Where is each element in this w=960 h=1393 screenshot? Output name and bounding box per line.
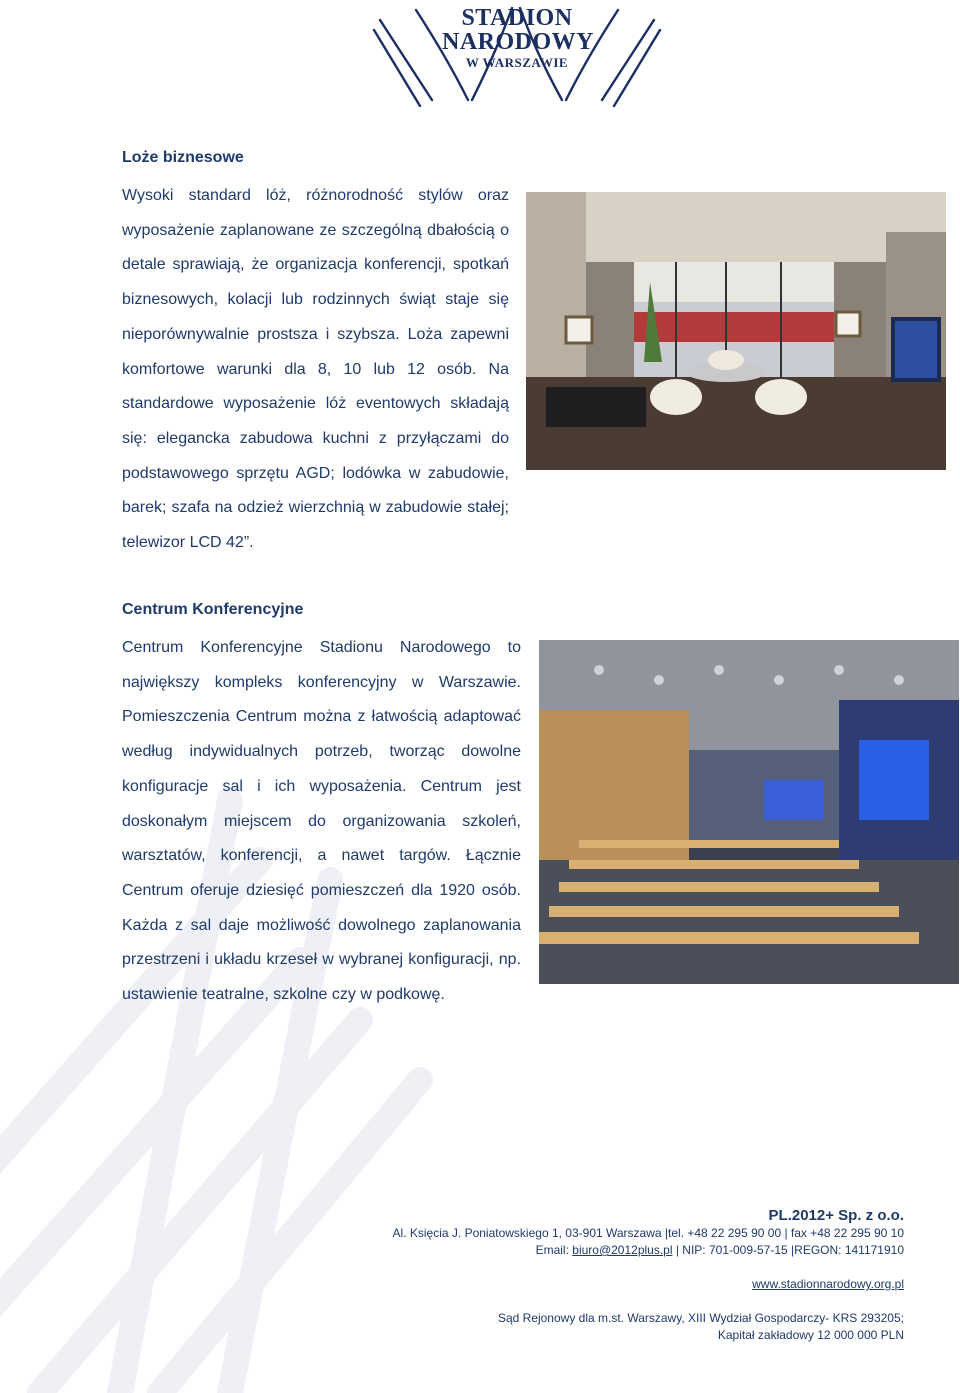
company-ids: | NIP: 701-009-57-15 |REGON: 141171910 [672,1243,904,1257]
court-registration: Sąd Rejonowy dla m.st. Warszawy, XIII Wydział Gospodarczy- KRS 293205; [497,1311,904,1325]
company-address: Al. Księcia J. Poniatowskiego 1, 03-901 Warszawa |tel. +48 22 295 90 00 | fax +48 22 295 90 10 [392,1226,904,1240]
company-name: PL.2012+ Sp. z o.o. [768,1207,904,1224]
business-box-photo [526,192,946,470]
business-boxes-section [122,148,509,561]
conference-hall-photo [539,640,959,984]
logo-line-1: STADION [461,5,573,31]
logo-line-3: W WARSZAWIE [465,55,569,70]
email-label: Email: [535,1243,573,1257]
company-contact [393,1242,904,1259]
conference-centre-section [122,600,521,1013]
section-body-conference-centre: Centrum Konferencyjne Stadionu Narodowego to największy kompleks konferencyjny w Warszawie. Pomieszczenia Centrum można z łatwością adaptować według indywidualnych potrzeb, tworząc dowolne konfiguracje sal i ich wyposażenia. Centrum jest doskonałym miejscem do organizowania szkoleń, warsztatów, konferencji, a nawet targów. Łącznie Centrum oferuje dziesięć pomieszczeń dla 1920 osób. Każda z sal daje możliwość dowolnego zaplanowania przestrzeni i układu krzeseł w wybranej konfiguracji, np. ustawienie teatralne, szkolne czy w podkowę. [122,639,521,1004]
share-capital: Kapitał zakładowy 12 000 000 PLN [717,1328,904,1342]
footer [393,1207,904,1344]
website-link[interactable]: www.stadionnarodowy.org.pl [752,1277,904,1291]
stadion-logo [372,0,662,112]
logo-line-2: NARODOWY [442,29,594,55]
section-body-business-boxes: Wysoki standard lóż, różnorodność stylów oraz wyposażenie zaplanowane ze szczególną dbałością o detale sprawiają, że organizacja konferencji, spotkań biznesowych, kolacji lub rodzinnych świąt staje się nieporównywalnie prostsza i szybsza. Loża zapewni komfortowe warunki dla 8, 10 lub 12 osób. Na standardowe wyposażenie lóż eventowych składają się: elegancka zabudowa kuchni z przyłączami do podstawowego sprzętu AGD; lodówka w zabudowie, barek; szafa na odzież wierzchnią w zabudowie stałej; telewizor LCD 42”. [122,187,509,552]
section-heading-business-boxes: Loże biznesowe [122,149,244,166]
email-link[interactable]: biuro@2012plus.pl [572,1243,673,1257]
section-heading-conference-centre: Centrum Konferencyjne [122,601,304,618]
